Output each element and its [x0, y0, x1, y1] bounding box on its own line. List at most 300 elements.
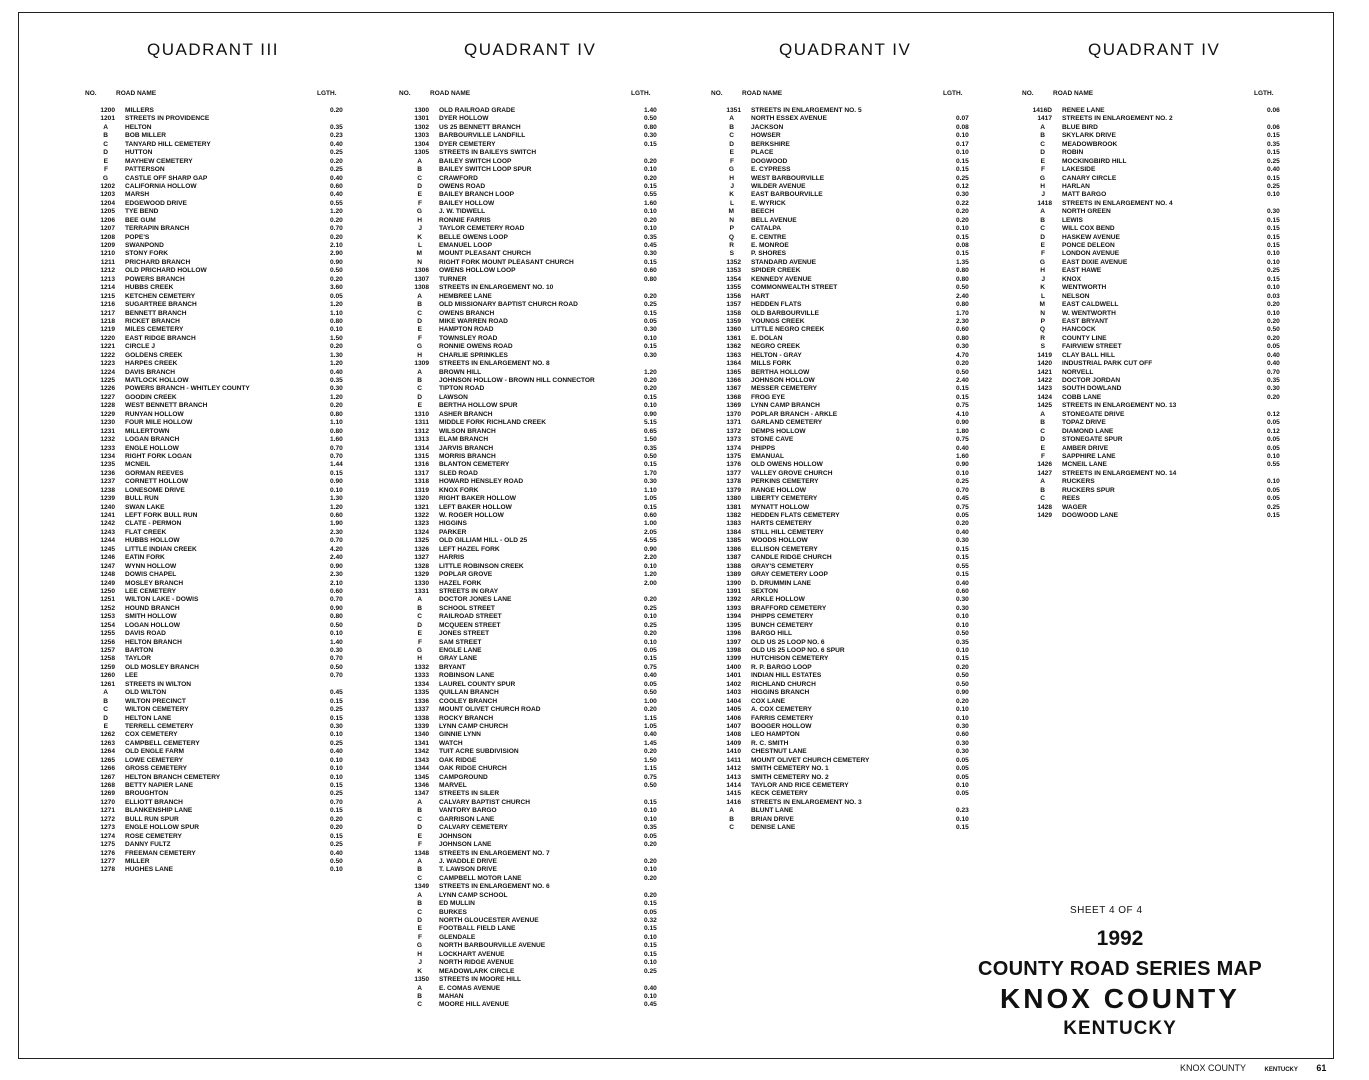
road-name: STILL HILL CEMETERY	[751, 528, 824, 536]
road-name: NORTH GLOUCESTER AVENUE	[439, 917, 539, 924]
road-number: 1300	[414, 107, 429, 114]
road-length: 0.40	[330, 174, 343, 182]
road-name: E. DOLAN	[751, 334, 783, 342]
road-length: 0.15	[644, 182, 657, 190]
road-name: BEE GUM	[125, 216, 156, 224]
road-number: A	[417, 891, 422, 899]
road-number: 1341	[414, 739, 429, 747]
road-number: 1389	[726, 571, 741, 579]
road-number: 1401	[726, 672, 741, 680]
road-name: TERRAPIN BRANCH	[125, 225, 190, 233]
road-length: 0.25	[644, 604, 657, 612]
road-length: 0.40	[1267, 351, 1280, 359]
road-name: DYER HOLLOW	[439, 115, 489, 123]
road-length: 0.75	[644, 773, 657, 781]
road-length: 0.15	[956, 393, 969, 401]
road-length: 0.15	[644, 798, 657, 806]
road-number: D	[417, 182, 422, 190]
road-length: 0.10	[644, 402, 657, 410]
road-number: 1317	[414, 469, 429, 477]
road-name: SWANPOND	[125, 242, 164, 249]
road-name: LAWSON	[439, 393, 468, 401]
header-road-name: ROAD NAME	[430, 90, 471, 97]
road-length: 0.55	[956, 562, 969, 570]
road-length: 0.50	[956, 368, 969, 376]
road-number: 1231	[100, 427, 115, 435]
road-name: EAST RIDGE BRANCH	[125, 334, 196, 342]
road-length: 0.65	[644, 427, 657, 435]
road-number: 1333	[414, 672, 429, 680]
road-length: 0.60	[956, 731, 969, 739]
map-series-title: COUNTY ROAD SERIES MAP	[977, 958, 1263, 980]
road-number: 1271	[100, 807, 115, 815]
road-length: 0.10	[1267, 309, 1280, 317]
road-number: 1338	[414, 714, 429, 722]
road-number: 1223	[100, 360, 115, 368]
road-name: STREETS IN ENLARGEMENT NO. 2	[1062, 115, 1173, 123]
road-name: STONE CAVE	[751, 436, 794, 444]
road-name: GRAY CEMETERY LOOP	[751, 571, 828, 579]
road-name: BARGO HILL	[751, 630, 793, 638]
road-name: T. LAWSON DRIVE	[439, 866, 497, 874]
road-name: LONDON AVENUE	[1062, 250, 1120, 258]
road-number: 1212	[100, 267, 115, 275]
road-number: 1268	[100, 782, 115, 789]
road-number: G	[416, 942, 422, 950]
road-number: 1386	[726, 545, 741, 553]
road-name: GRAY LANE	[439, 655, 478, 663]
road-number: D	[417, 621, 422, 629]
road-name: SCHOOL STREET	[439, 604, 495, 612]
road-number: 1301	[414, 115, 429, 123]
road-number: B	[417, 604, 422, 612]
road-number: H	[417, 351, 422, 359]
road-number: 1384	[726, 528, 741, 536]
road-number: 1396	[726, 630, 741, 638]
road-number: 1404	[726, 697, 741, 705]
road-length: 0.30	[644, 478, 657, 486]
road-length: 0.10	[644, 208, 657, 216]
road-number: C	[1040, 495, 1045, 503]
road-name: TUIT ACRE SUBDIVISION	[439, 748, 519, 756]
road-length: 0.20	[644, 157, 657, 165]
road-length: 0.23	[956, 807, 969, 815]
road-length: 2.10	[330, 242, 343, 249]
road-name: BOB MILLER	[125, 132, 167, 140]
road-length: 0.50	[330, 621, 343, 629]
road-name: JARVIS BRANCH	[439, 444, 494, 452]
road-name: BLUNT LANE	[751, 807, 794, 815]
road-length: 1.44	[330, 461, 343, 469]
road-length: 1.20	[330, 301, 343, 309]
road-number: 1255	[100, 630, 115, 638]
road-name: ROCKY BRANCH	[439, 714, 494, 722]
road-length: 0.25	[644, 967, 657, 975]
road-number: C	[417, 309, 422, 317]
road-length: 0.30	[330, 647, 343, 654]
road-name: HELTON - GRAY	[751, 351, 802, 359]
road-length: 1.00	[644, 697, 657, 705]
road-length: 0.15	[1267, 233, 1280, 241]
road-number: 1397	[726, 638, 741, 646]
road-name: MILLS FORK	[751, 360, 792, 368]
road-length: 1.60	[330, 436, 343, 444]
road-length: 0.25	[956, 478, 969, 486]
road-name: STREETS IN PROVIDENCE	[125, 115, 210, 123]
road-name: FREEMAN CEMETERY	[125, 849, 196, 857]
road-name: TURNER	[439, 275, 467, 283]
road-name: WEST BENNETT BRANCH	[125, 402, 208, 410]
road-number: 1213	[100, 275, 115, 283]
road-number: 1425	[1037, 402, 1052, 410]
road-name: HUBBS HOLLOW	[125, 537, 180, 545]
road-number: 1412	[726, 765, 741, 773]
road-name: DANNY FULTZ	[125, 841, 171, 849]
road-length: 0.80	[956, 301, 969, 309]
road-length: 1.30	[330, 351, 343, 359]
road-name: JOHNSON	[439, 832, 472, 840]
road-number: 1234	[100, 452, 115, 460]
header-road-name: ROAD NAME	[1053, 90, 1094, 97]
road-length: 0.75	[956, 436, 969, 444]
road-length: 0.20	[1267, 334, 1280, 342]
road-name: TERRELL CEMETERY	[125, 722, 194, 730]
road-name: CALVARY BAPTIST CHURCH	[439, 798, 530, 806]
road-name: BRAFFORD CEMETERY	[751, 604, 827, 612]
road-number: 1263	[100, 739, 115, 747]
road-number: 1416D	[1032, 107, 1052, 114]
road-number: 1394	[726, 613, 741, 621]
header-length: LGTH.	[1254, 90, 1274, 97]
road-name: BUNCH CEMETERY	[751, 621, 814, 629]
road-number: 1399	[726, 655, 741, 663]
road-length: 0.50	[644, 782, 657, 789]
road-name: BELL AVENUE	[751, 216, 797, 224]
road-number: 1224	[100, 368, 115, 376]
road-length: 1.70	[644, 469, 657, 477]
road-number: 1356	[726, 292, 741, 300]
road-name: RUCKERS	[1062, 478, 1095, 486]
road-number: 1261	[100, 680, 115, 688]
road-number: M	[728, 208, 734, 216]
road-length: 0.40	[330, 191, 343, 199]
road-name: DOGWOOD	[751, 157, 788, 165]
road-length: 0.06	[1267, 123, 1280, 131]
road-name: WEST BARBOURVILLE	[751, 174, 825, 182]
road-name: CALVARY CEMETERY	[439, 824, 508, 832]
road-length: 0.30	[1267, 385, 1280, 393]
road-length: 0.20	[644, 874, 657, 882]
road-name: OLD OWENS HOLLOW	[751, 461, 823, 469]
road-name: JOHNSON HOLLOW	[751, 377, 815, 384]
road-length: 0.10	[330, 731, 343, 739]
road-name: PLACE	[751, 149, 774, 157]
road-name: LOCKHART AVENUE	[439, 950, 505, 958]
road-number: 1374	[726, 444, 741, 452]
road-name: NEGRO CREEK	[751, 343, 801, 351]
road-length: 2.30	[330, 571, 343, 579]
road-length: 0.05	[644, 680, 657, 688]
road-number: E	[729, 149, 734, 157]
road-name: BETTY NAPIER LANE	[125, 782, 194, 789]
road-length: 0.60	[644, 512, 657, 519]
road-length: 0.55	[644, 191, 657, 199]
road-length: 0.15	[644, 461, 657, 469]
road-number: 1246	[100, 554, 115, 562]
road-name: TAYLOR CEMETERY ROAD	[439, 225, 525, 233]
road-name: MILLERTOWN	[125, 427, 170, 435]
road-name: LOGAN BRANCH	[125, 436, 180, 444]
road-name: HARTS CEMETERY	[751, 520, 812, 528]
road-length: 0.90	[644, 545, 657, 553]
road-number: 1378	[726, 478, 741, 486]
road-number: E	[417, 402, 422, 410]
road-name: POPLAR GROVE	[439, 571, 493, 579]
road-length: 0.20	[644, 596, 657, 604]
road-number: D	[417, 393, 422, 401]
road-length: 0.15	[644, 925, 657, 933]
road-number: L	[417, 242, 422, 249]
road-length: 1.40	[644, 107, 657, 114]
road-number: F	[729, 157, 734, 165]
road-length: 0.15	[644, 942, 657, 950]
road-name: MARVEL	[439, 782, 467, 789]
road-name: WENTWORTH	[1062, 284, 1107, 292]
road-name: RICKET BRANCH	[125, 317, 180, 325]
road-name: MCNEIL LANE	[1062, 461, 1107, 469]
road-name: NORTH BARBOURVILLE AVENUE	[439, 942, 546, 950]
road-name: OLD BARBOURVILLE	[751, 309, 820, 317]
road-name: HEDDEN FLATS CEMETERY	[751, 512, 840, 519]
road-name: BERTHA HOLLOW	[751, 368, 810, 376]
road-number: 1240	[100, 503, 115, 511]
road-name: WILTON LAKE - DOWIS	[125, 596, 199, 604]
road-number: 1330	[414, 579, 429, 587]
road-number: 1418	[1037, 199, 1052, 207]
road-number: 1210	[100, 250, 115, 258]
road-length: 0.15	[644, 258, 657, 266]
road-length: 0.05	[1267, 495, 1280, 503]
road-number: C	[417, 874, 422, 882]
road-number: 1324	[414, 528, 429, 536]
road-number: 1311	[414, 419, 429, 427]
road-name: OLD US 25 LOOP NO. 6	[751, 638, 825, 646]
road-length: 0.10	[956, 621, 969, 629]
road-number: 1219	[100, 326, 115, 334]
road-length: 0.10	[644, 613, 657, 621]
road-length: 0.15	[644, 950, 657, 958]
road-name: COMMONWEALTH STREET	[751, 284, 838, 292]
road-name: HASKEW AVENUE	[1062, 233, 1120, 241]
road-name: EAST CALDWELL	[1062, 301, 1119, 309]
road-number: G	[728, 166, 734, 174]
road-number: 1259	[100, 663, 115, 671]
road-name: HOWSER	[751, 132, 781, 140]
road-length: 0.40	[1267, 360, 1280, 368]
road-length: 0.40	[330, 140, 343, 148]
road-length: 0.80	[330, 410, 343, 418]
road-length: 0.15	[1267, 275, 1280, 283]
road-number: 1304	[414, 140, 429, 148]
road-number: J	[1041, 275, 1045, 283]
road-number: 1361	[726, 334, 741, 342]
road-name: BARBOURVILLE LANDFILL	[439, 132, 526, 140]
road-number: N	[729, 216, 734, 224]
road-number: 1265	[100, 756, 115, 764]
road-name: BENNETT BRANCH	[125, 309, 187, 317]
road-number: C	[417, 613, 422, 621]
road-number: 1312	[414, 427, 429, 435]
road-name: POWERS BRANCH	[125, 275, 185, 283]
road-name: ROBIN	[1062, 149, 1084, 157]
road-length: 0.20	[644, 706, 657, 714]
road-name: KECK CEMETERY	[751, 790, 808, 798]
road-length: 4.10	[956, 410, 969, 418]
road-number: 1348	[414, 849, 429, 857]
road-length: 0.10	[330, 773, 343, 781]
road-length: 0.10	[644, 866, 657, 874]
road-name: STREETS IN ENLARGEMENT NO. 7	[439, 849, 550, 857]
road-name: EMANUAL	[751, 452, 784, 460]
road-number: S	[1040, 343, 1045, 351]
road-number: 1209	[100, 242, 115, 249]
road-number: 1242	[100, 520, 115, 528]
road-name: BOOGER HOLLOW	[751, 722, 812, 730]
road-number: 1336	[414, 697, 429, 705]
road-length: 0.75	[956, 503, 969, 511]
road-length: 0.15	[956, 157, 969, 165]
road-number: J	[418, 959, 422, 967]
road-length: 0.20	[644, 385, 657, 393]
road-length: 0.55	[1267, 461, 1280, 469]
road-name: LONESOME DRIVE	[125, 486, 185, 494]
road-name: ROSE CEMETERY	[125, 832, 182, 840]
road-name: BRIAN DRIVE	[751, 815, 794, 823]
road-number: 1207	[100, 225, 115, 233]
road-number: F	[1040, 166, 1045, 174]
road-length: 2.40	[330, 554, 343, 562]
road-length: 0.20	[644, 292, 657, 300]
road-length: 0.80	[644, 123, 657, 131]
road-length: 0.10	[330, 765, 343, 773]
road-name: HELTON BRANCH CEMETERY	[125, 773, 221, 781]
road-number: 1342	[414, 748, 429, 756]
road-number: D	[417, 917, 422, 924]
road-number: B	[417, 866, 422, 874]
road-number: 1393	[726, 604, 741, 612]
road-name: STREETS IN ENLARGEMENT NO. 5	[751, 107, 862, 114]
page-footer	[1180, 1063, 1326, 1073]
road-length: 4.55	[644, 537, 657, 545]
road-length: 0.10	[644, 992, 657, 1000]
road-name: STREETS IN ENLARGEMENT NO. 14	[1062, 469, 1177, 477]
road-name: OLD PRICHARD HOLLOW	[125, 267, 207, 275]
road-length: 0.45	[330, 689, 343, 697]
road-number: 1335	[414, 689, 429, 697]
road-name: HUBBS CREEK	[125, 284, 174, 292]
road-length: 0.30	[956, 343, 969, 351]
road-length: 0.05	[956, 790, 969, 798]
road-name: E. COMAS AVENUE	[439, 984, 501, 992]
road-number: B	[1040, 486, 1045, 494]
road-length: 0.50	[956, 672, 969, 680]
road-length: 0.10	[644, 807, 657, 815]
road-name: DAVIS BRANCH	[125, 368, 176, 376]
road-length: 0.15	[1267, 242, 1280, 249]
road-name: LEFT FORK BULL RUN	[125, 512, 198, 519]
road-length: 0.05	[1267, 343, 1280, 351]
road-name: CAMPBELL CEMETERY	[125, 739, 200, 747]
road-name: TOPAZ DRIVE	[1062, 419, 1106, 427]
road-name: COUNTY LINE	[1062, 334, 1107, 342]
road-number: 1228	[100, 402, 115, 410]
road-name: STANDARD AVENUE	[751, 258, 817, 266]
road-name: DOCTOR JORDAN	[1062, 377, 1121, 384]
road-length: 0.35	[330, 377, 343, 384]
road-length: 2.30	[330, 528, 343, 536]
road-name: OWENS HOLLOW LOOP	[439, 267, 516, 275]
road-length: 0.50	[956, 680, 969, 688]
road-length: 0.15	[956, 655, 969, 663]
road-length: 0.10	[644, 815, 657, 823]
road-name: JOHNSON LANE	[439, 841, 492, 849]
road-number: 1329	[414, 571, 429, 579]
road-number: A	[1040, 123, 1045, 131]
road-length: 0.20	[1267, 301, 1280, 309]
road-name: PONCE DELEON	[1062, 242, 1115, 249]
road-name: MILLERS	[125, 107, 154, 114]
road-length: 0.15	[1267, 174, 1280, 182]
road-name: RICHLAND CHURCH	[751, 680, 816, 688]
road-length: 0.80	[956, 275, 969, 283]
road-name: VALLEY GROVE CHURCH	[751, 469, 833, 477]
road-number: D	[103, 149, 108, 157]
road-length: 0.70	[1267, 368, 1280, 376]
road-number: 1215	[100, 292, 115, 300]
road-name: MIKE WARREN ROAD	[439, 317, 508, 325]
road-name: CIRCLE J	[125, 343, 156, 351]
road-length: 0.90	[956, 419, 969, 427]
road-name: EMANUEL LOOP	[439, 242, 492, 249]
road-number: E	[1040, 242, 1045, 249]
header-no: NO.	[711, 90, 723, 97]
road-number: 1350	[414, 976, 429, 984]
road-number: H	[417, 216, 422, 224]
road-name: VANTORY BARGO	[439, 807, 497, 815]
road-length: 0.10	[644, 562, 657, 570]
road-name: OWENS BRANCH	[439, 309, 495, 317]
road-number: 1235	[100, 461, 115, 469]
road-name: OLD RAILROAD GRADE	[439, 107, 516, 114]
road-length: 0.10	[956, 149, 969, 157]
road-number: 1227	[100, 393, 115, 401]
road-length: 0.05	[644, 908, 657, 916]
road-number: 1320	[414, 495, 429, 503]
road-length: 0.35	[644, 444, 657, 452]
road-number: R	[1040, 334, 1045, 342]
road-number: 1347	[414, 790, 429, 798]
road-length: 0.15	[644, 393, 657, 401]
road-number: 1222	[100, 351, 115, 359]
road-number: 1252	[100, 604, 115, 612]
road-length: 0.25	[330, 706, 343, 714]
road-length: 0.20	[330, 157, 343, 165]
road-length: 0.30	[330, 722, 343, 730]
road-length: 0.90	[330, 604, 343, 612]
road-name: OLD ENGLE FARM	[125, 748, 184, 756]
road-length: 1.20	[644, 368, 657, 376]
road-number: 1343	[414, 756, 429, 764]
